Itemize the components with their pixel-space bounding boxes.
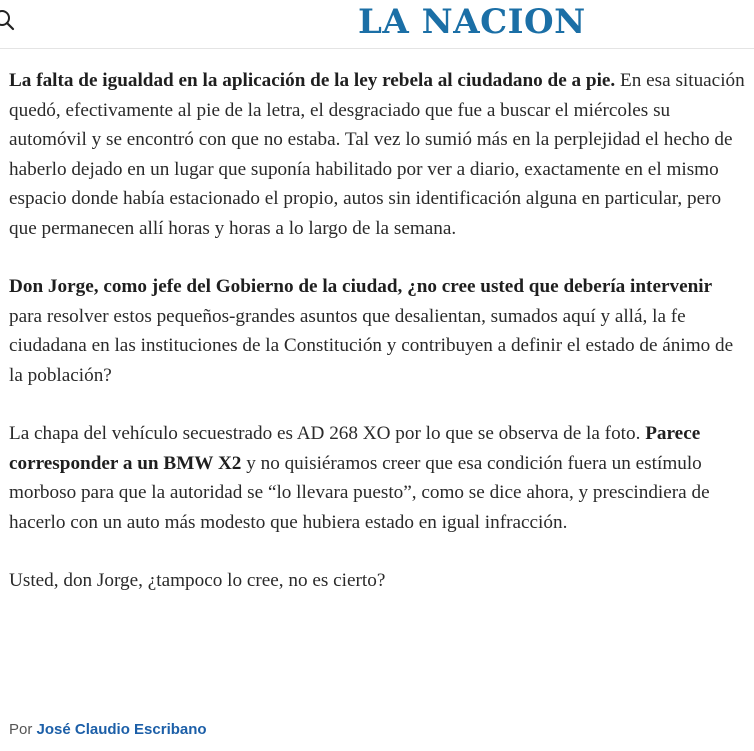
article-body — [9, 66, 749, 625]
byline — [9, 720, 207, 740]
paragraph-2-lead: Don Jorge, como jefe del Gobierno de la ciudad, ¿no cree usted que debería intervenir — [9, 276, 713, 297]
paragraph-2-text: para resolver estos pequeños-grandes asuntos que desalientan, sumados aquí y allá, la fe ciudadana en las instituciones de la Constitución y contribuyen a definir el estado de ánimo de la población? — [9, 305, 734, 386]
paragraph-4 — [9, 566, 749, 596]
site-header — [0, 0, 754, 49]
paragraph-2 — [9, 272, 749, 390]
paragraph-3-bold: Parece corresponder a un BMW X2 — [9, 423, 701, 474]
paragraph-1 — [9, 66, 749, 243]
paragraph-1-lead: La falta de igualdad en la aplicación de la ley rebela al ciudadano de a pie. — [9, 70, 616, 91]
site-logo[interactable]: LA NACION — [358, 2, 586, 42]
byline-prefix: Por — [9, 721, 37, 738]
paragraph-3-text-before: La chapa del vehículo secuestrado es AD 268 XO por lo que se observa de la foto. — [9, 423, 646, 444]
paragraph-1-text: En esa situación quedó, efectivamente al pie de la letra, el desgraciado que fue a buscar el miércoles su automóvil y se encontró con que no estaba. Tal vez lo sumió más en la perplejidad el hecho de haberlo dejado en un lugar que suponía habilitado por ver a diario, exactamente en el mismo espacio donde había estacionado el propio, autos sin identificación alguna en particular, pero que permanecen allí horas y horas a lo largo de la semana. — [9, 70, 745, 239]
paragraph-4-text: Usted, don Jorge, ¿tampoco lo cree, no es cierto? — [9, 570, 386, 591]
paragraph-3-text-after: y no quisiéramos creer que esa condición fuera un estímulo morboso para que la autoridad se “lo llevara puesto”, como se dice ahora, y prescindiera de hacerlo con un auto más modesto que hubiera estado en igual infracción. — [9, 452, 710, 533]
paragraph-3 — [9, 419, 749, 537]
author-link[interactable]: José Claudio Escribano — [36, 721, 207, 738]
search-button[interactable] — [0, 8, 18, 34]
search-icon — [0, 8, 18, 34]
